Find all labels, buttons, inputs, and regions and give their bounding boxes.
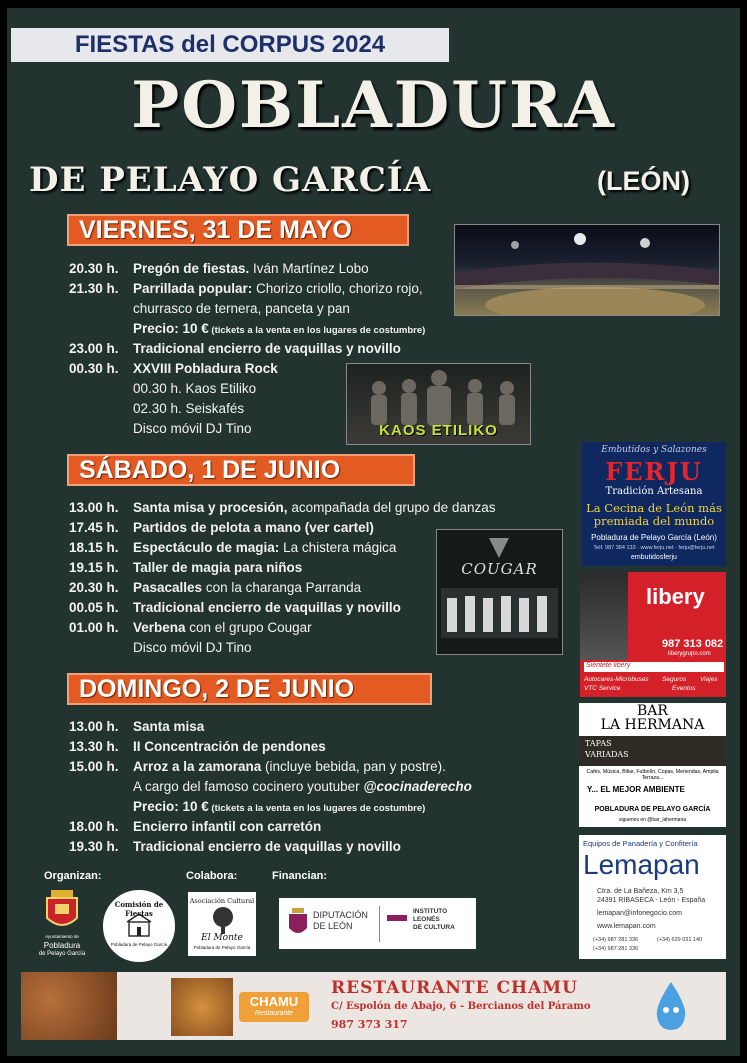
schedule-row bbox=[69, 379, 256, 399]
lemapan-ad bbox=[579, 835, 726, 959]
schedule-detail: La chistera mágica bbox=[279, 540, 397, 555]
instituto-line3: DE CULTURA bbox=[413, 924, 455, 931]
schedule-row bbox=[69, 399, 244, 419]
schedule-event: Encierro infantil con carretón bbox=[133, 819, 322, 834]
cougar-caption: COUGAR bbox=[461, 560, 538, 578]
chamu-food-photo-2 bbox=[171, 978, 233, 1036]
asociacion-cultural-logo bbox=[188, 892, 256, 956]
schedule-row bbox=[69, 777, 472, 797]
instituto-text bbox=[413, 908, 455, 932]
schedule-youtuber: @cocinaderecho bbox=[363, 779, 472, 794]
tree-icon bbox=[208, 906, 238, 934]
organizan-label: Organizan: bbox=[44, 870, 102, 882]
bar-tapas bbox=[585, 738, 629, 760]
ayuntamiento-line1: Ayuntamiento de bbox=[45, 934, 79, 939]
day-header-friday: VIERNES, 31 DE MAYO bbox=[67, 214, 409, 246]
schedule-event: Tradicional encierro de vaquillas y novillo bbox=[133, 600, 401, 615]
schedule-time: 20.30 h. bbox=[69, 580, 119, 595]
bar-line2: LA HERMANA bbox=[600, 717, 705, 733]
schedule-time: 17.45 h. bbox=[69, 520, 119, 535]
cultural-name: El Monte bbox=[201, 933, 243, 943]
schedule-event: Partidos de pelota a mano (ver cartel) bbox=[133, 520, 374, 535]
schedule-event: Arroz a la zamorana bbox=[133, 759, 262, 774]
schedule-detail: con el grupo Cougar bbox=[185, 620, 312, 635]
schedule-row bbox=[69, 359, 278, 379]
ayuntamiento-line3: de Pelayo García bbox=[38, 951, 86, 957]
libery-services4: VTC Service bbox=[584, 685, 621, 692]
schedule-time: 23.00 h. bbox=[69, 341, 119, 356]
cougar-illustration bbox=[437, 530, 562, 654]
schedule-time: 20.30 h. bbox=[69, 261, 119, 276]
schedule-row bbox=[69, 538, 396, 558]
church-icon bbox=[125, 912, 153, 938]
instituto-line1: INSTITUTO bbox=[413, 908, 448, 915]
schedule-detail: Disco móvil DJ Tino bbox=[133, 421, 252, 436]
chamu-name: RESTAURANTE CHAMU bbox=[331, 978, 578, 998]
schedule-time: 21.30 h. bbox=[69, 281, 119, 296]
schedule-time: 18.15 h. bbox=[69, 540, 119, 555]
schedule-time: 19.30 h. bbox=[69, 839, 119, 854]
libery-tag: Siéntete libery bbox=[584, 662, 724, 672]
libery-services1: Autocares-Microbuses bbox=[584, 676, 649, 683]
libery-services3: Viajes bbox=[700, 676, 718, 683]
diputacion-text bbox=[313, 910, 368, 932]
lemapan-address bbox=[597, 887, 705, 905]
lemapan-email: lemapan@infonegocio.com bbox=[597, 910, 682, 917]
schedule-row bbox=[69, 757, 446, 777]
libery-ad bbox=[580, 572, 726, 697]
libery-services5: Eventos bbox=[672, 685, 696, 692]
comision-fiestas-logo bbox=[103, 890, 175, 962]
schedule-row bbox=[69, 598, 401, 618]
instituto-line2: LEONÉS bbox=[413, 916, 440, 923]
financian-label: Financian: bbox=[272, 870, 328, 882]
schedule-row bbox=[69, 638, 252, 658]
schedule-row bbox=[69, 498, 495, 518]
schedule-row bbox=[69, 797, 425, 819]
diputacion-crest-icon bbox=[287, 908, 309, 938]
schedule-time: 18.00 h. bbox=[69, 819, 119, 834]
comision-title: Comisión de Fiestas bbox=[114, 900, 164, 918]
lemapan-web: www.lemapan.com bbox=[597, 923, 656, 930]
schedule-time: 00.30 h. bbox=[69, 361, 119, 376]
lemapan-addr1: Ctra. de La Bañeza, Km 3,5 bbox=[597, 888, 684, 895]
province-label: (LEÓN) bbox=[597, 166, 690, 196]
ferju-slogan-line2: premiada del mundo bbox=[593, 514, 715, 528]
logo-divider bbox=[379, 906, 380, 942]
schedule-note: (tickets a la venta en los lugares de costumbre) bbox=[208, 325, 426, 336]
schedule-row bbox=[69, 737, 326, 757]
schedule-detail: Disco móvil DJ Tino bbox=[133, 640, 252, 655]
ferju-place: Pobladura de Pelayo García (León) bbox=[591, 533, 717, 542]
schedule-detail: acompañada del grupo de danzas bbox=[287, 500, 496, 515]
bar-social: siguenos en @bar_lahermana bbox=[618, 817, 687, 823]
day-header-saturday: SÁBADO, 1 DE JUNIO bbox=[67, 454, 415, 486]
schedule-row bbox=[69, 837, 401, 857]
libery-web: liberygrupo.com bbox=[668, 651, 711, 657]
schedule-detail: con la charanga Parranda bbox=[202, 580, 362, 595]
schedule-time: 13.30 h. bbox=[69, 739, 119, 754]
bullring-photo bbox=[454, 224, 720, 316]
schedule-detail: 00.30 h. Kaos Etiliko bbox=[133, 381, 257, 396]
schedule-row bbox=[69, 339, 401, 359]
town-subtitle: DE PELAYO GARCÍA bbox=[29, 160, 432, 200]
chamu-food-photo-1 bbox=[21, 972, 117, 1040]
ferju-ad bbox=[582, 442, 726, 566]
bar-services: Cafés, Música, Billar, Futbolín, Copas, Meriendas, Amplia Terraza... bbox=[586, 769, 719, 781]
lemapan-tel1: (+34) 987 281 336 bbox=[593, 937, 639, 943]
chamu-logo bbox=[239, 992, 309, 1022]
schedule-event: Pasacalles bbox=[133, 580, 203, 595]
cougar-photo bbox=[436, 529, 563, 655]
schedule-event: Santa misa y procesión, bbox=[133, 500, 288, 515]
schedule-detail: Chorizo criollo, chorizo rojo, bbox=[252, 281, 423, 296]
kaos-etiliko-caption: KAOS ETILIKO bbox=[379, 422, 498, 439]
town-title: POBLADURA bbox=[131, 68, 616, 143]
ferju-contact: Telf. 987 384 133 · www.ferju.net · ferju@ferju.net bbox=[593, 545, 715, 551]
schedule-row bbox=[69, 518, 374, 538]
ferju-social: embutidosferju bbox=[631, 554, 677, 561]
comision-sub: Pobladura de Pelayo García bbox=[110, 942, 168, 947]
diputacion-instituto-logo bbox=[279, 898, 476, 949]
schedule-row bbox=[69, 279, 423, 299]
bar-tapas-line1: TAPAS bbox=[585, 739, 612, 748]
cultural-sub: Pobladura de Pelayo García bbox=[193, 945, 251, 950]
schedule-event: Pregón de fiestas. bbox=[133, 261, 250, 276]
ayuntamiento-logo bbox=[37, 886, 87, 968]
coat-of-arms-icon bbox=[37, 886, 87, 934]
schedule-event: II Concentración de pendones bbox=[133, 739, 326, 754]
bar-ambiente: Y... EL MEJOR AMBIENTE bbox=[587, 785, 685, 794]
schedule-event: XXVIII Pobladura Rock bbox=[133, 361, 278, 376]
schedule-row bbox=[69, 717, 204, 737]
schedule-row bbox=[69, 578, 361, 598]
schedule-row bbox=[69, 259, 369, 279]
bar-line1: BAR bbox=[637, 703, 668, 719]
libery-name: libery bbox=[646, 584, 705, 609]
colabora-label: Colabora: bbox=[186, 870, 238, 882]
diputacion-line2: DE LEÓN bbox=[313, 921, 353, 931]
schedule-event: Precio: 10 € bbox=[133, 321, 209, 336]
libery-services2: Seguros bbox=[662, 676, 687, 683]
ferju-slogan bbox=[582, 502, 726, 528]
chamu-phone: 987 373 317 bbox=[331, 1018, 408, 1031]
water-drop-mascot-icon bbox=[651, 980, 691, 1034]
lemapan-tel2: (+34) 629 031 140 bbox=[657, 937, 703, 943]
restaurante-chamu-ad bbox=[21, 972, 726, 1040]
schedule-row bbox=[69, 618, 312, 638]
kaos-etiliko-photo bbox=[346, 363, 531, 445]
cultural-title: Asociación Cultural bbox=[189, 897, 255, 905]
ferju-sub: Tradición Artesana bbox=[605, 486, 703, 497]
schedule-detail: A cargo del famoso cocinero youtuber bbox=[133, 779, 364, 794]
schedule-event: Precio: 10 € bbox=[133, 799, 209, 814]
chamu-logo-sub: Restaurante bbox=[254, 1010, 294, 1017]
schedule-time: 00.05 h. bbox=[69, 600, 119, 615]
chamu-address: C/ Espolón de Abajo, 6 - Bercianos del Páramo bbox=[331, 1001, 591, 1012]
ferju-top: Embutidos y Salazones bbox=[601, 445, 707, 455]
bar-tapas-line2: VARIADAS bbox=[585, 750, 629, 759]
libery-phone: 987 313 082 bbox=[662, 638, 724, 650]
lemapan-addr2: 24391 RIBASECA - León - España bbox=[597, 897, 706, 904]
schedule-detail: churrasco de ternera, panceta y pan bbox=[133, 301, 350, 316]
schedule-row bbox=[69, 419, 252, 439]
schedule-time: 13.00 h. bbox=[69, 500, 119, 515]
schedule-note: (tickets a la venta en los lugares de costumbre) bbox=[208, 803, 426, 814]
ayuntamiento-line2: Pobladura bbox=[43, 941, 81, 950]
schedule-event: Tradicional encierro de vaquillas y novillo bbox=[133, 839, 401, 854]
bar-place: POBLADURA DE PELAYO GARCÍA bbox=[594, 806, 711, 813]
schedule-row bbox=[69, 817, 321, 837]
bullring-illustration bbox=[455, 225, 719, 315]
ferju-name: FERJU bbox=[605, 457, 703, 486]
poster bbox=[7, 8, 740, 1056]
ferju-slogan-line1: La Cecina de León más bbox=[586, 501, 722, 515]
schedule-event: Taller de magia para niños bbox=[133, 560, 303, 575]
schedule-event: Tradicional encierro de vaquillas y novillo bbox=[133, 341, 401, 356]
schedule-time: 01.00 h. bbox=[69, 620, 119, 635]
schedule-detail: 02.30 h. Seiskafés bbox=[133, 401, 245, 416]
lemapan-name: Lemapan bbox=[583, 849, 700, 880]
schedule-row bbox=[69, 319, 425, 341]
schedule-event: Espectáculo de magia: bbox=[133, 540, 280, 555]
day-header-sunday: DOMINGO, 2 DE JUNIO bbox=[67, 673, 432, 705]
lemapan-top: Equipos de Panadería y Confitería bbox=[583, 839, 698, 848]
schedule-time: 15.00 h. bbox=[69, 759, 119, 774]
bar-la-hermana-ad bbox=[579, 703, 726, 827]
schedule-row bbox=[69, 558, 302, 578]
schedule-time: 19.15 h. bbox=[69, 560, 119, 575]
schedule-event: Parrillada popular: bbox=[133, 281, 253, 296]
chamu-logo-text: CHAMU bbox=[249, 994, 299, 1009]
schedule-row bbox=[69, 299, 350, 319]
libery-photo bbox=[580, 572, 628, 660]
lemapan-tel3: (+34) 987 281 336 bbox=[593, 946, 639, 952]
schedule-detail: (incluye bebida, pan y postre). bbox=[261, 759, 446, 774]
event-banner: FIESTAS del CORPUS 2024 bbox=[11, 28, 449, 62]
schedule-time: 13.00 h. bbox=[69, 719, 119, 734]
schedule-event: Verbena bbox=[133, 620, 186, 635]
instituto-mark-icon bbox=[387, 915, 407, 921]
schedule-detail: Iván Martínez Lobo bbox=[249, 261, 369, 276]
diputacion-line1: DIPUTACIÓN bbox=[313, 910, 368, 920]
schedule-event: Santa misa bbox=[133, 719, 205, 734]
